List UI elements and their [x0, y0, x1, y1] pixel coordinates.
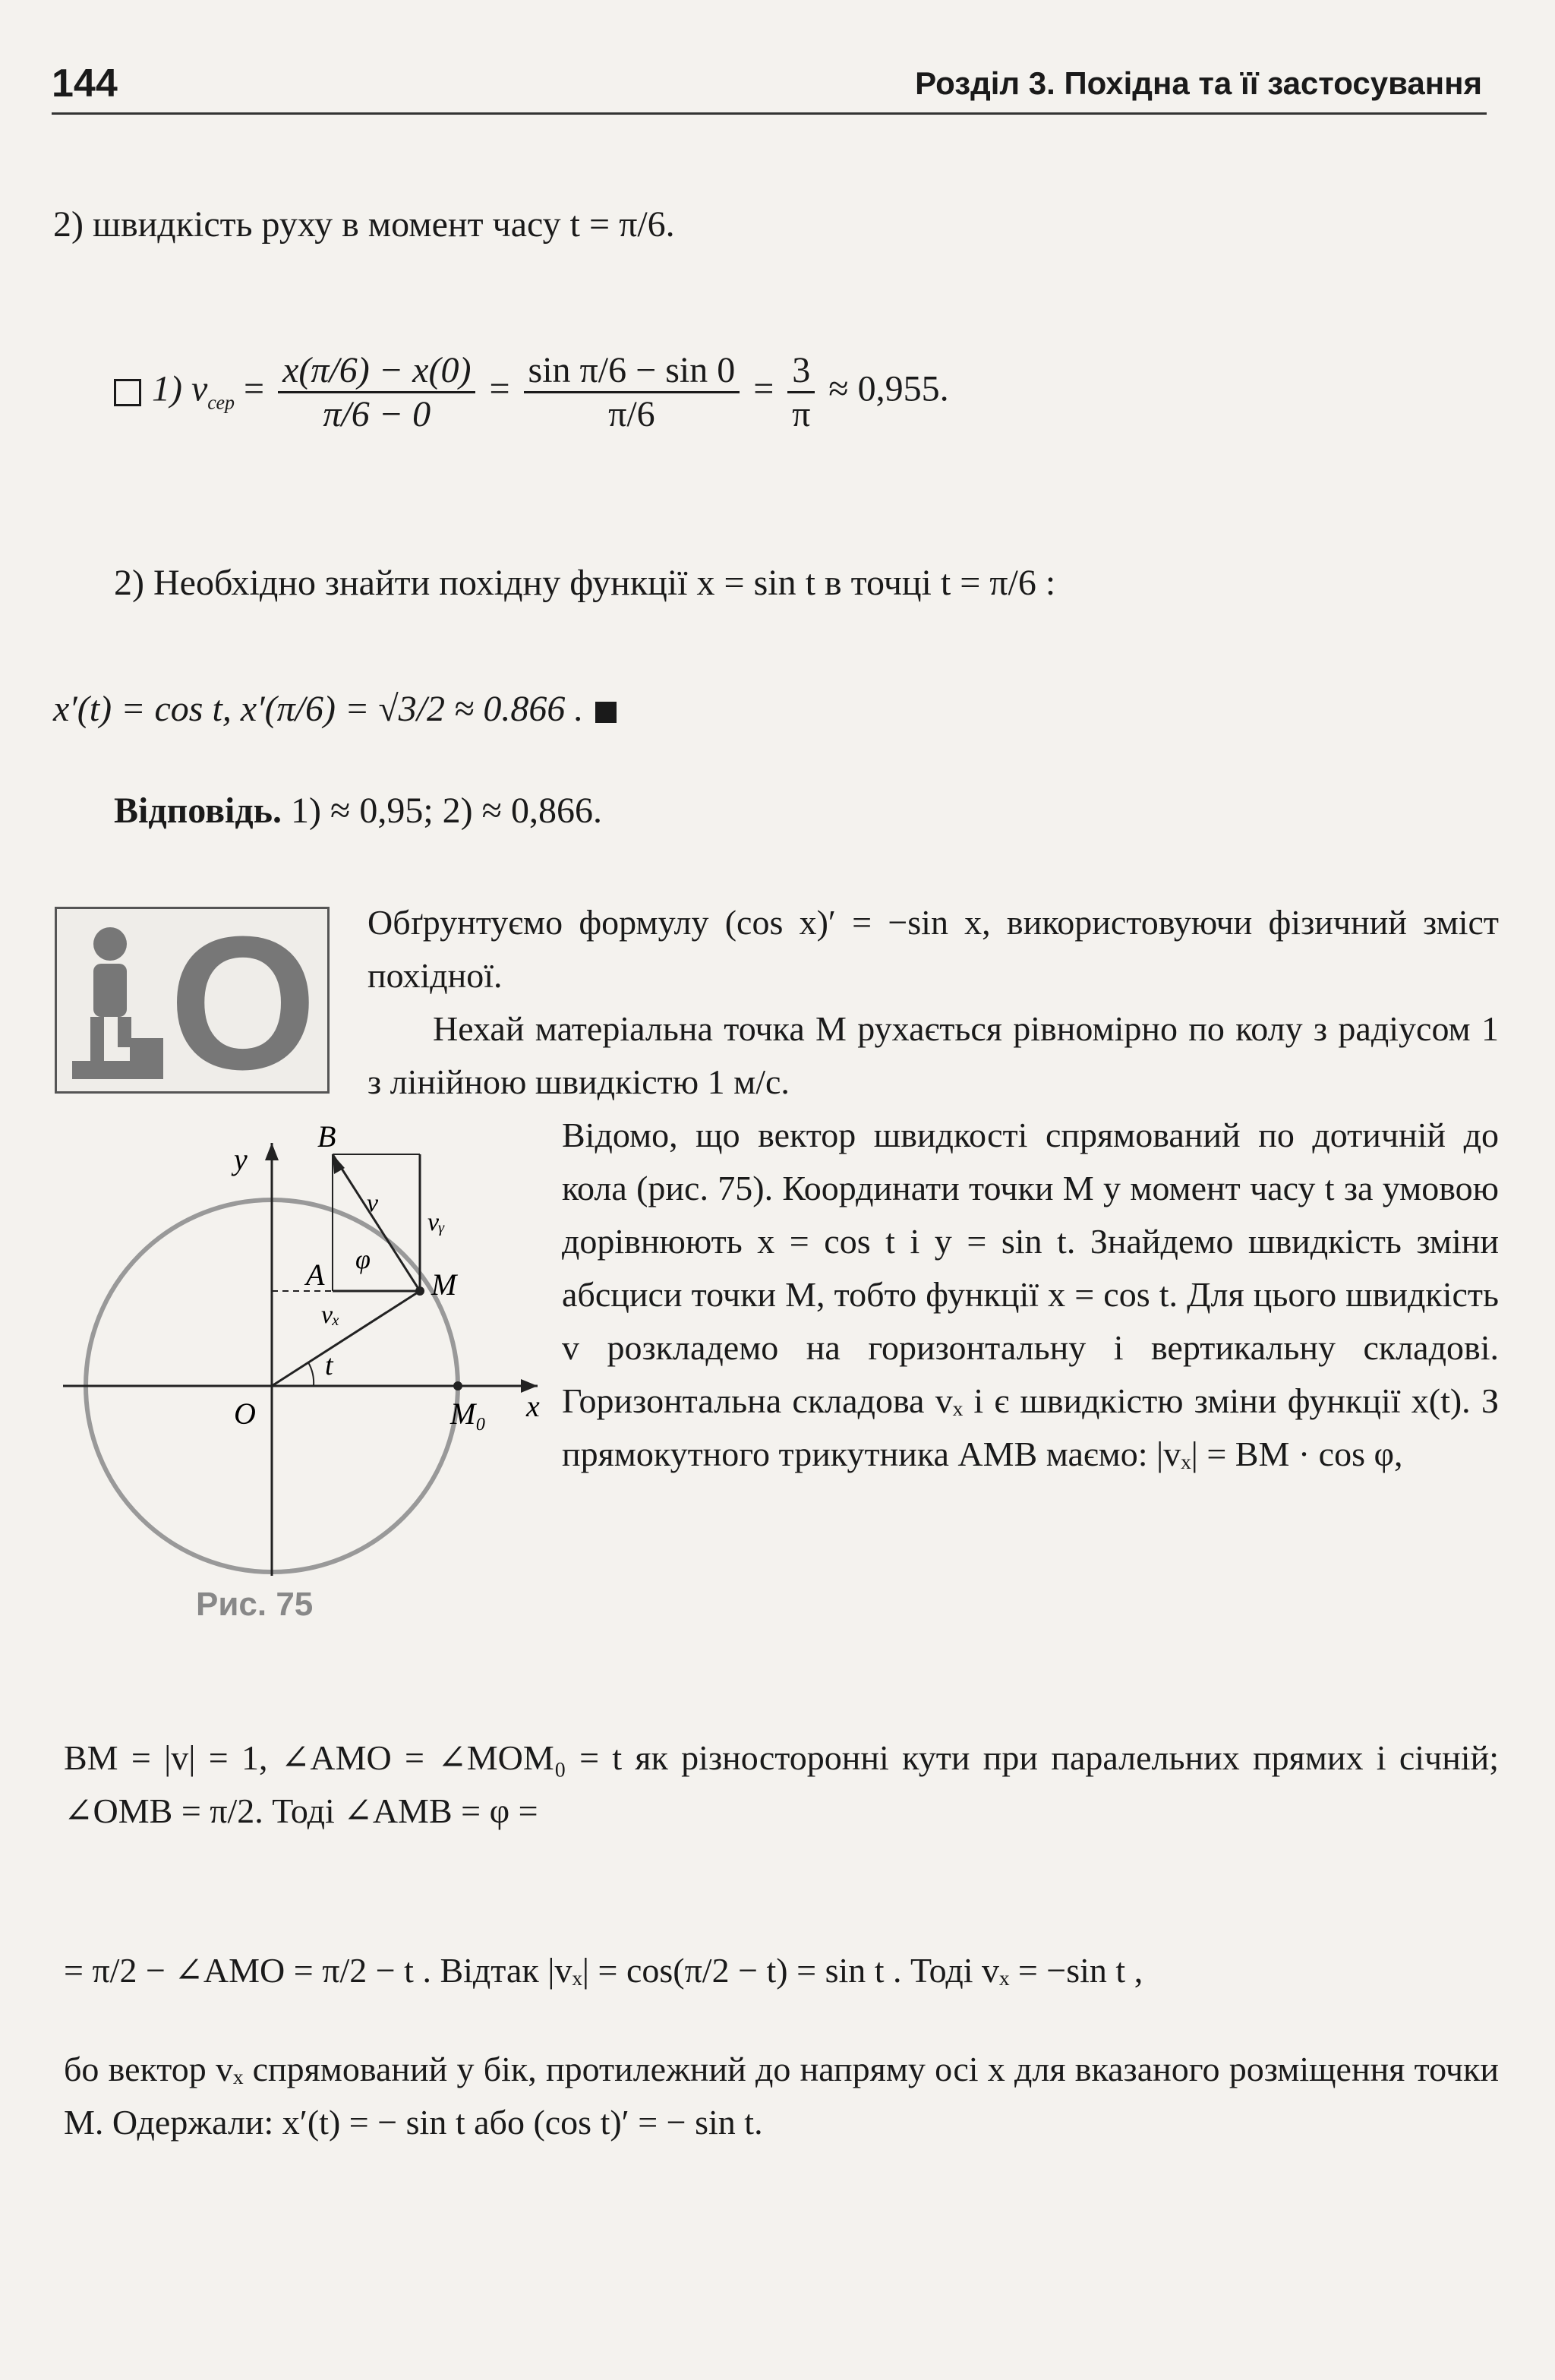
sol1-frac-1 — [278, 349, 475, 435]
sol1-den-1: π/6 − 0 — [323, 394, 431, 435]
label-x: x — [526, 1389, 540, 1423]
paragraph-5: бо вектор vₓ спрямований у бік, протилежний до напряму осі x для вказаного розміщення точки M. Одержали: x′(t) = − sin t або (cos t)′ = − sin t. — [64, 2050, 1499, 2142]
point-m — [415, 1286, 424, 1296]
sol1-frac-3 — [787, 349, 815, 435]
page-number: 144 — [52, 62, 118, 106]
label-o: O — [234, 1397, 256, 1431]
solution-2-text: 2) Необхідно знайти похідну функції x = sin t в точці t = π/6 : — [114, 563, 1056, 603]
section-title: Розділ 3. Похідна та її застосування — [915, 65, 1482, 101]
paragraph-1: Обґрунтуємо формулу (cos x)′ = −sin x, використовуючи фізичний зміст похідної. — [367, 903, 1499, 995]
label-vx: vₓ — [321, 1301, 340, 1329]
answer — [114, 790, 602, 832]
paragraph-3: BM = |v| = 1, ∠AMO = ∠MOM₀ = t як різносторонні кути при паралельних прямих і січній; ∠OMB = π/2. Тоді ∠AMB = φ = — [64, 1738, 1499, 1830]
paragraph-2b: Відомо, що вектор швидкості спрямований по дотичній до кола (рис. 75). Координати точки M у момент часу t за умовою дорівнюють x = cos t і y = sin t. Знайдемо швидкість зміни абсциси точки M, тобто функції x = cos t. Для цього швидкість v розкладемо на горизонтальну і вертикальну складові. Горизонтальна складова vₓ і є швидкістю зміни функції x(t). З прямокутного трикутника AMB маємо: |vₓ| = BM · cos φ, — [562, 1116, 1499, 1473]
y-axis-arrow — [265, 1143, 279, 1160]
point-m0 — [453, 1381, 462, 1390]
solution-2-formula — [53, 688, 617, 730]
sol1-den-3: π — [792, 394, 811, 435]
label-a: A — [306, 1258, 325, 1292]
radius-om — [272, 1291, 420, 1386]
answer-text: 1) ≈ 0,95; 2) ≈ 0,866. — [291, 791, 603, 831]
rationale-icon-box — [55, 907, 330, 1094]
sol1-num-1: x(π/6) − x(0) — [278, 349, 475, 393]
label-b: B — [317, 1124, 336, 1154]
icon-letter: O — [169, 909, 317, 1091]
solution-start-icon — [114, 379, 141, 406]
sol1-den-2: π/6 — [608, 394, 655, 435]
sol1-num-2: sin π/6 − sin 0 — [524, 349, 740, 393]
label-t: t — [325, 1349, 333, 1381]
figure-75 — [52, 1124, 553, 1580]
sol1-label: 1) v — [152, 368, 208, 409]
sol1-frac-2 — [524, 349, 740, 435]
sol1-sub: сер — [207, 391, 235, 414]
label-y: y — [234, 1142, 248, 1176]
figure-caption: Рис. 75 — [196, 1586, 314, 1623]
label-m0: M₀ — [450, 1397, 487, 1431]
sol2-formula-text: x′(t) = cos t, x′(π/6) = √3/2 ≈ 0.866 . — [53, 689, 584, 729]
header-rule — [52, 112, 1487, 115]
answer-label: Відповідь. — [114, 791, 282, 831]
person-steps-icon — [57, 909, 327, 1091]
problem-item-2: 2) швидкість руху в момент часу t = π/6. — [53, 204, 675, 245]
paragraph-4: = π/2 − ∠AMO = π/2 − t . Відтак |vₓ| = cos(π/2 − t) = sin t . Тоді vₓ = −sin t , — [64, 1951, 1143, 1990]
solution-end-icon — [595, 702, 617, 723]
label-v: v — [367, 1189, 379, 1217]
sol1-num-3: 3 — [787, 349, 815, 393]
paragraph-2a: Нехай матеріальна точка M рухається рівномірно по колу з радіусом 1 з лінійною швидкістю 1 м/с. — [367, 1009, 1499, 1101]
angle-t-arc — [308, 1362, 314, 1386]
velocity-vector — [333, 1154, 420, 1291]
label-m: M — [431, 1267, 457, 1302]
label-vy: vᵧ — [427, 1208, 445, 1236]
label-phi: φ — [355, 1244, 371, 1274]
solution-1: 1) $v_{сер}$ = $\frac{x(\pi/6) - x(0)}{\pi/6 - 0}$ = $\frac{\text{sin π/6 − sin 0}}{\pi/6}$ = $\frac{3}{\pi}$ ≈ 0,955. — [114, 349, 949, 435]
sol1-result: ≈ 0,955. — [828, 368, 949, 409]
